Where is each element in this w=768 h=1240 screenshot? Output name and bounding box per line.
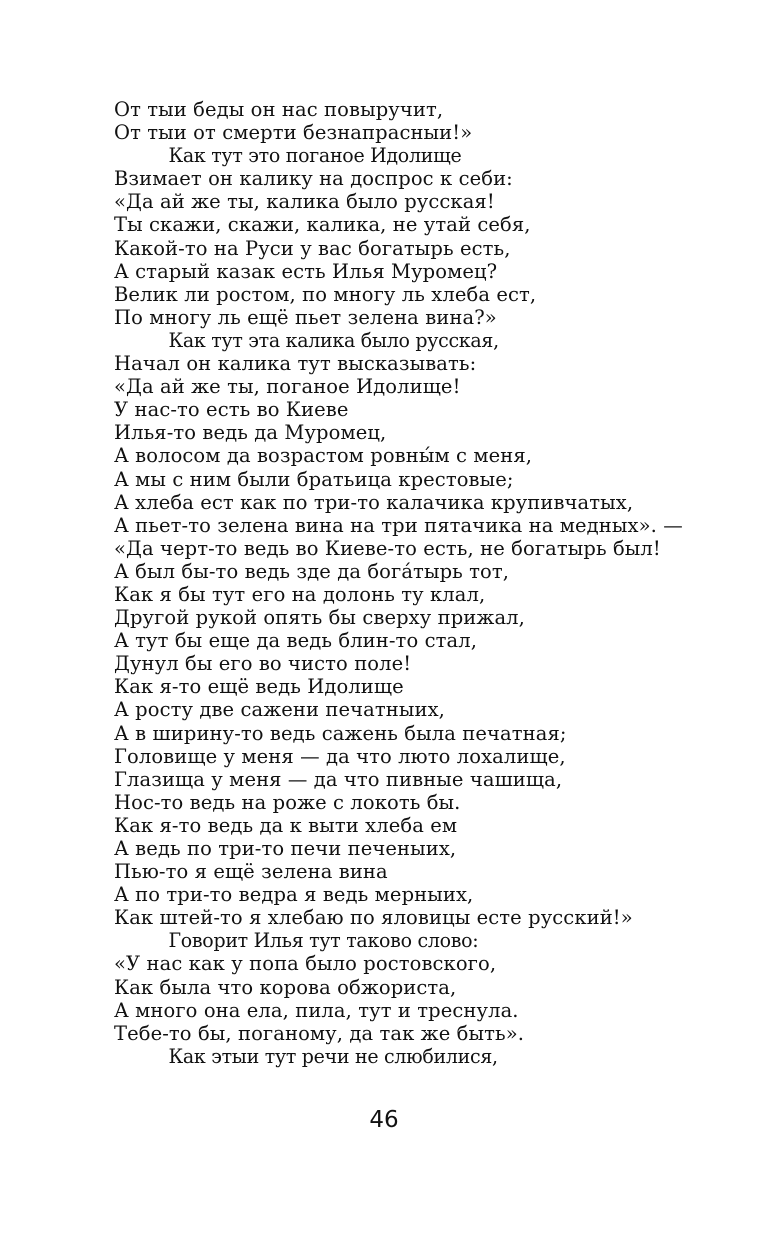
poem-line: Как тут эта калика было русская,: [168, 328, 499, 352]
poem-text: [114, 98, 714, 1068]
poem-line: Говорит Илья тут таково слово:: [168, 929, 479, 953]
poem-line: От тыи беды он нас повыручит,: [114, 98, 444, 121]
poem-line: Велик ли ростом, по многу ль хлеба ест,: [114, 282, 537, 306]
poem-line: А пьет-то зелена вина на три пятачика на медных». —: [114, 513, 683, 537]
poem-line: Другой рукой опять бы сверху прижал,: [114, 606, 525, 630]
poem-line: От тыи от смерти безнапрасныи!»: [114, 121, 473, 145]
poem-line: Головище у меня — да что люто лохалище,: [114, 744, 566, 768]
poem-line: А тут бы еще да ведь блин-то стал,: [114, 629, 478, 653]
poem-line: «Да ай же ты, калика было русская!: [114, 190, 495, 214]
poem-line: А росту две сажени печатныих,: [114, 698, 445, 722]
poem-line: Как штей-то я хлебаю по яловицы есте русский!»: [114, 906, 633, 930]
poem-line: По многу ль ещё пьет зелена вина?»: [114, 305, 497, 329]
poem-line: Глазища у меня — да что пивные чашища,: [114, 767, 563, 791]
poem-line: Пью-то я ещё зелена вина: [114, 860, 388, 884]
poem-line: Как я-то ведь да к выти хлеба ем: [114, 813, 458, 837]
poem-line: «Да черт-то ведь во Киеве-то есть, не богатырь был!: [114, 536, 661, 560]
poem-line: Как я-то ещё ведь Идолище: [114, 675, 404, 699]
poem-line: Тебе-то бы, поганому, да так же быть».: [114, 1021, 525, 1045]
poem-line: А волосом да возрастом ровны́м с меня,: [114, 444, 533, 468]
poem-line: Как этыи тут речи не слюбилися,: [168, 1044, 498, 1068]
poem-line: Взимает он калику на доспрос к себи:: [114, 167, 513, 191]
poem-line: А в ширину-то ведь сажень была печатная;: [114, 721, 567, 745]
poem-line: «У нас как у попа было ростовского,: [114, 952, 497, 976]
poem-line: Как была что корова обжориста,: [114, 975, 457, 999]
poem-line: А ведь по три-то печи печеныих,: [114, 837, 457, 860]
poem-line: А много она ела, пила, тут и треснула.: [114, 998, 519, 1022]
poem-line: Илья-то ведь да Муромец,: [114, 421, 387, 445]
poem-line: А мы с ним были братьица крестовые;: [114, 467, 514, 491]
page-number: 46: [369, 1107, 399, 1133]
poem-line: Как я бы тут его на долонь ту клал,: [114, 582, 486, 606]
poem-line: Нос-то ведь на роже с локоть бы.: [114, 790, 461, 814]
poem-line: А хлеба ест как по три-то калачика крупивчатых,: [114, 490, 634, 514]
poem-line: Дунул бы его во чисто поле!: [114, 652, 412, 676]
poem-line: Какой-то на Руси у вас богатырь есть,: [114, 236, 511, 260]
poem-line: Ты скажи, скажи, калика, не утай себя,: [114, 213, 531, 237]
poem-line: Начал он калика тут высказывать:: [114, 352, 477, 376]
poem-line: А был бы-то ведь зде да бога́тырь тот,: [114, 559, 510, 583]
poem-line: У нас-то есть во Киеве: [114, 398, 349, 422]
poem-line: А старый казак есть Илья Муромец?: [114, 259, 498, 283]
poem-line: А по три-то ведра я ведь мерныих,: [114, 883, 474, 907]
poem-line: «Да ай же ты, поганое Идолище!: [114, 375, 461, 399]
poem-line: Как тут это поганое Идолище: [168, 144, 462, 168]
